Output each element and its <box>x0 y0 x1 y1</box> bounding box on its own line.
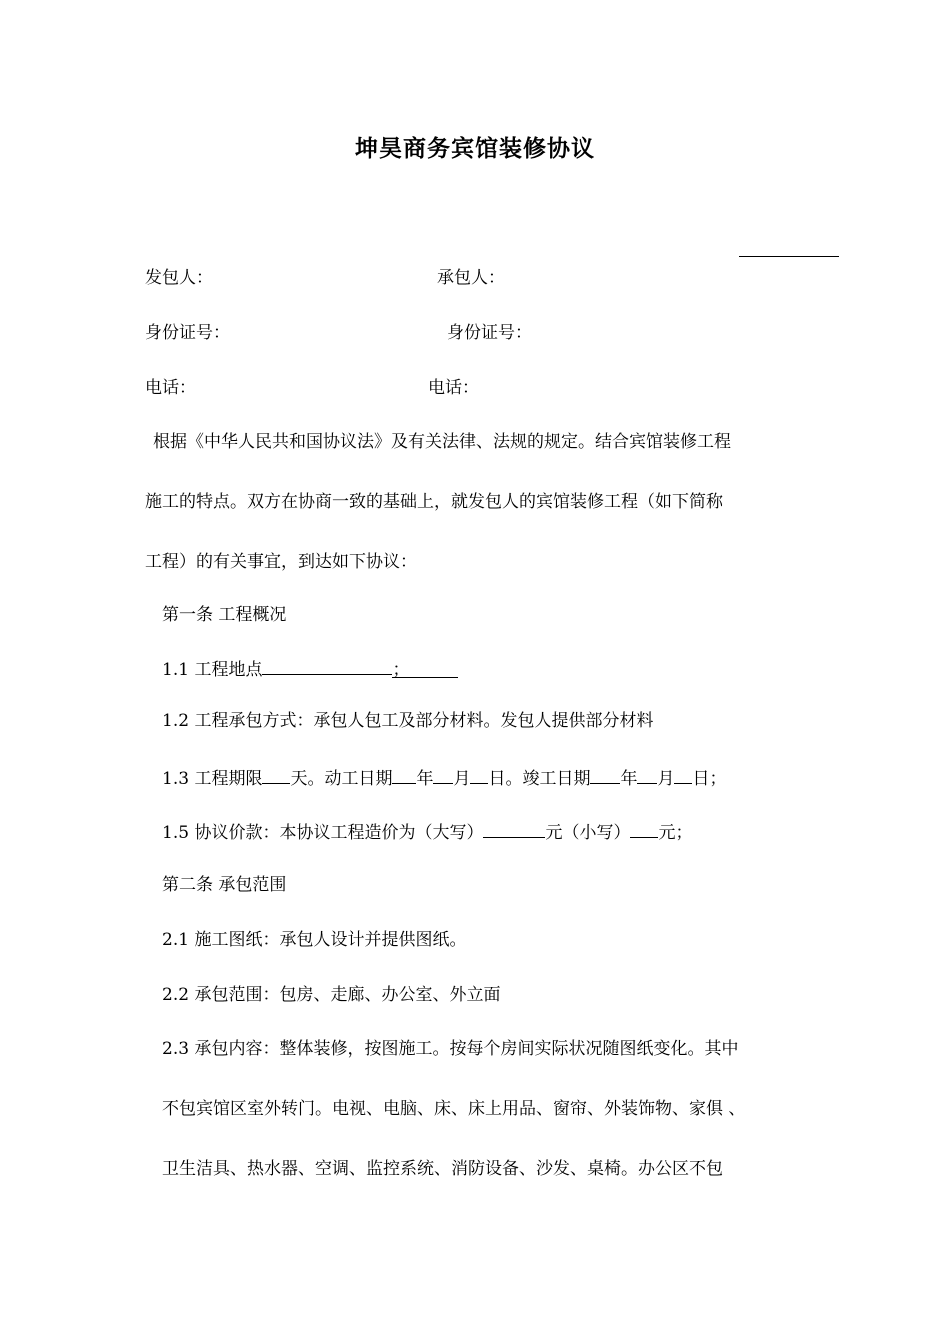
start-year-blank <box>392 765 416 784</box>
item-1-3-text-5: 日。竣工日期 <box>488 769 591 789</box>
price-words-blank <box>483 819 545 838</box>
item-2-3-line-2: 不包宾馆区室外转门。电视、电脑、床、床上用品、窗帘、外装饰物、家俱 、 <box>162 1099 746 1119</box>
header-rule <box>739 256 839 257</box>
item-1-3-text-1: 1.3 工程期限 <box>162 769 263 789</box>
item-1-1 <box>162 656 458 681</box>
price-figures-blank <box>630 819 658 838</box>
employer-id-label: 身份证号： <box>145 323 230 343</box>
location-separator: ； <box>392 660 410 680</box>
end-month-blank <box>637 765 657 784</box>
end-year-blank <box>590 765 620 784</box>
item-1-3-text-8: 日； <box>692 769 727 789</box>
intro-line-2: 施工的特点。双方在协商一致的基础上，就发包人的宾馆装修工程（如下简称 <box>145 492 723 512</box>
end-day-blank <box>674 765 692 784</box>
item-2-2: 2.2 承包范围：包房、走廊、办公室、外立面 <box>162 985 501 1005</box>
intro-line-3: 工程）的有关事宜，到达如下协议： <box>145 552 417 572</box>
item-1-2: 1.2 工程承包方式：承包人包工及部分材料。发包人提供部分材料 <box>162 711 654 731</box>
item-1-3-text-2: 天。动工日期 <box>290 769 393 789</box>
item-1-5-text-3: 元； <box>658 823 693 843</box>
item-1-3 <box>162 765 726 790</box>
contractor-id-label: 身份证号： <box>447 323 532 343</box>
contractor-phone-label: 电话： <box>428 378 479 398</box>
item-2-1: 2.1 施工图纸：承包人设计并提供图纸。 <box>162 930 467 950</box>
item-1-5-text-2: 元（小写） <box>545 823 631 843</box>
location-blank-2 <box>392 659 458 678</box>
item-1-5 <box>162 819 692 844</box>
item-2-3-line-1: 2.3 承包内容：整体装修，按图施工。按每个房间实际状况随图纸变化。其中 <box>162 1039 739 1059</box>
document-title: 坤昊商务宾馆装修协议 <box>355 136 595 162</box>
item-1-1-label: 1.1 工程地点 <box>162 660 263 680</box>
item-1-3-text-7: 月 <box>657 769 675 789</box>
item-2-3-line-3: 卫生洁具、热水器、空调、监控系统、消防设备、沙发、桌椅。办公区不包 <box>162 1159 723 1179</box>
item-1-3-text-3: 年 <box>416 769 434 789</box>
contractor-label: 承包人： <box>437 268 505 288</box>
start-month-blank <box>433 765 453 784</box>
item-1-3-text-4: 月 <box>453 769 471 789</box>
employer-label: 发包人： <box>145 268 213 288</box>
item-1-3-text-6: 年 <box>620 769 638 789</box>
location-blank <box>262 656 392 675</box>
duration-days-blank <box>262 765 290 784</box>
article-2-heading: 第二条 承包范围 <box>162 875 287 895</box>
start-day-blank <box>470 765 488 784</box>
article-1-heading: 第一条 工程概况 <box>162 605 287 625</box>
item-1-5-text-1: 1.5 协议价款：本协议工程造价为（大写） <box>162 823 484 843</box>
employer-phone-label: 电话： <box>145 378 196 398</box>
intro-line-1: 根据《中华人民共和国协议法》及有关法律、法规的规定。结合宾馆装修工程 <box>153 432 731 452</box>
